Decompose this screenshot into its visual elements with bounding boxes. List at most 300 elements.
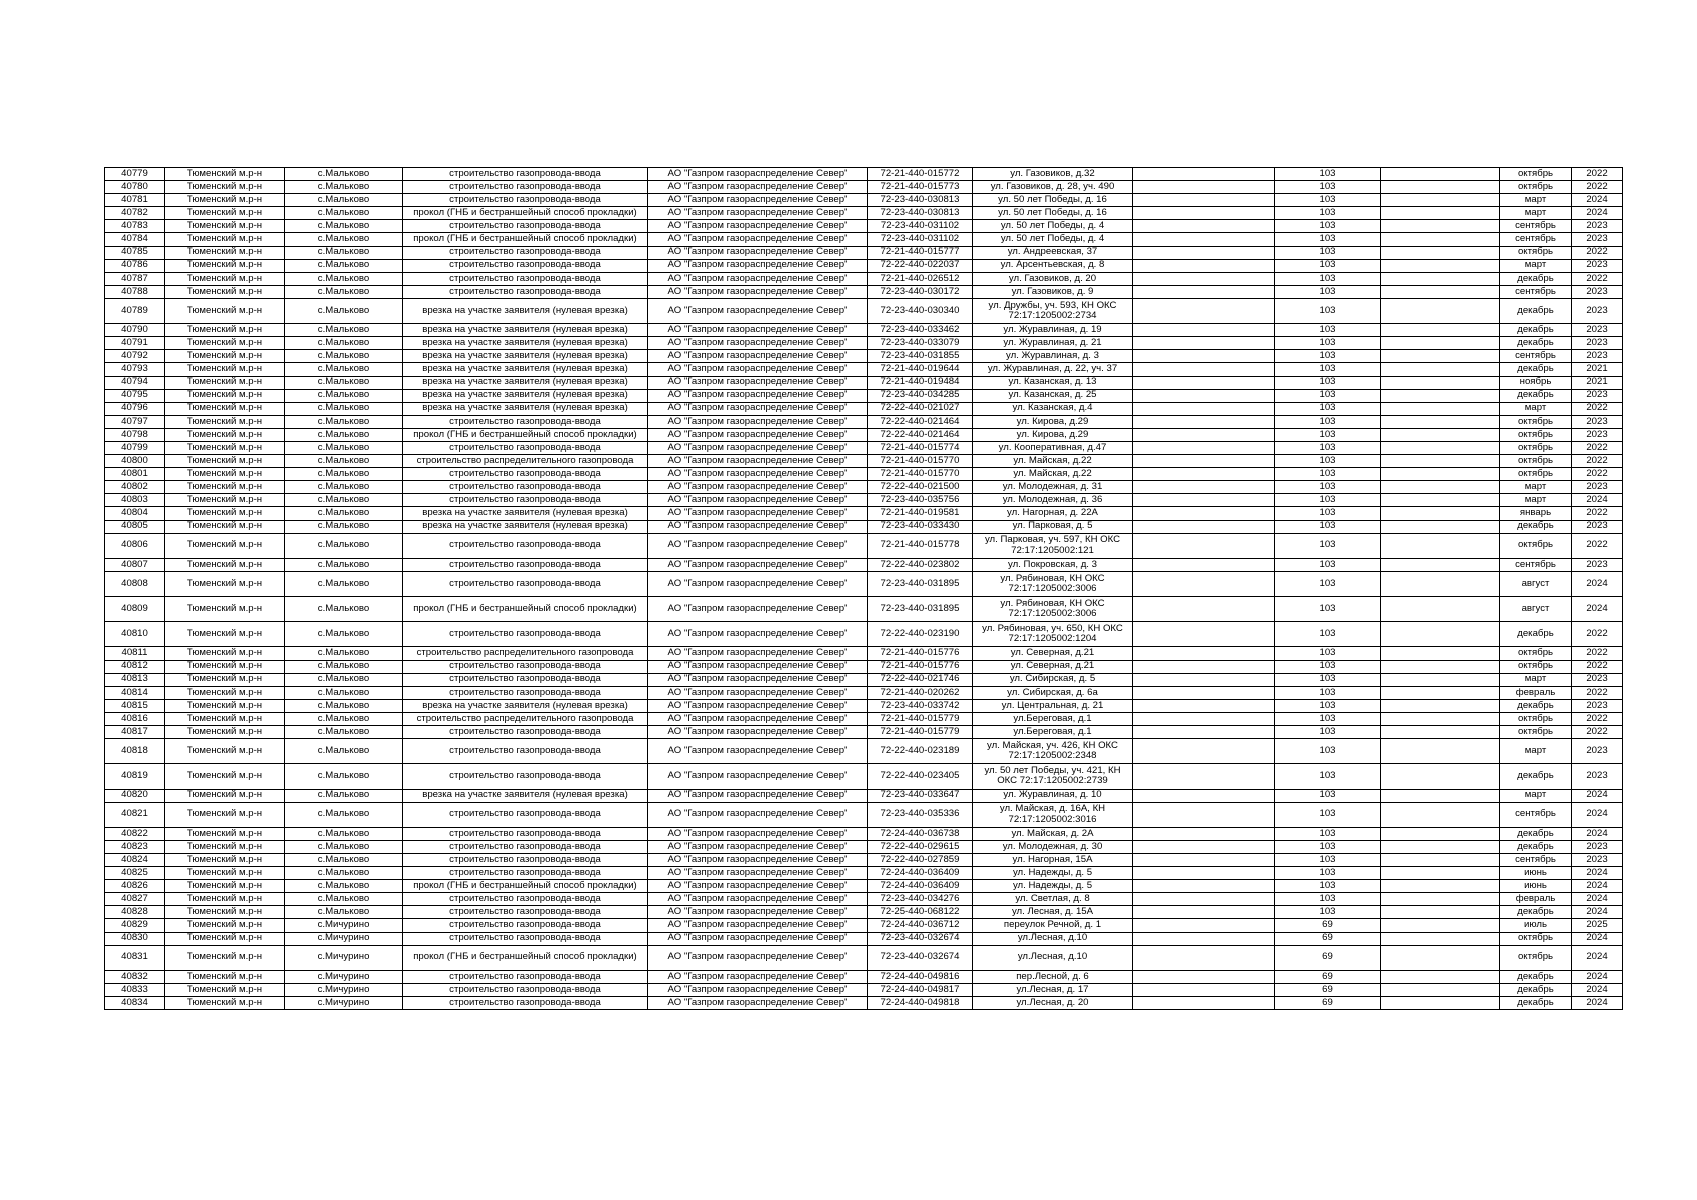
settlement-cell: с.Мальково — [285, 597, 403, 622]
application-number-cell: 72-21-440-015778 — [868, 533, 973, 558]
row-number-cell: 40805 — [105, 520, 165, 533]
address-cell: ул. Светлая, д. 8 — [973, 893, 1133, 906]
organization-cell: АО "Газпром газораспределение Север" — [648, 363, 868, 376]
year-cell: 2024 — [1572, 867, 1623, 880]
year-cell: 2024 — [1572, 893, 1623, 906]
row-number-cell: 40800 — [105, 455, 165, 468]
address-cell: ул. Надежды, д. 5 — [973, 880, 1133, 893]
district-cell: Тюменский м.р-н — [165, 712, 285, 725]
district-cell: Тюменский м.р-н — [165, 246, 285, 259]
table-row — [105, 789, 1623, 802]
table-row — [105, 220, 1623, 233]
work-type-cell: строительство газопровода-ввода — [403, 494, 648, 507]
year-cell: 2024 — [1572, 494, 1623, 507]
organization-cell: АО "Газпром газораспределение Север" — [648, 468, 868, 481]
application-number-cell: 72-21-440-019581 — [868, 507, 973, 520]
month-cell: март — [1500, 494, 1572, 507]
settlement-cell: с.Мальково — [285, 571, 403, 596]
month-cell: сентябрь — [1500, 853, 1572, 866]
empty-cell — [1133, 789, 1275, 802]
table-row — [105, 853, 1623, 866]
table-row — [105, 673, 1623, 686]
empty-cell — [1381, 389, 1500, 402]
work-type-cell: строительство газопровода-ввода — [403, 867, 648, 880]
month-cell: декабрь — [1500, 764, 1572, 789]
address-cell: ул. Андреевская, 37 — [973, 246, 1133, 259]
empty-cell — [1381, 428, 1500, 441]
work-type-cell: врезка на участке заявителя (нулевая врезка) — [403, 507, 648, 520]
empty-cell — [1133, 739, 1275, 764]
address-cell: ул. Журавлиная, д. 3 — [973, 350, 1133, 363]
work-type-cell: строительство газопровода-ввода — [403, 181, 648, 194]
work-type-cell: строительство газопровода-ввода — [403, 827, 648, 840]
row-number-cell: 40818 — [105, 739, 165, 764]
value-cell: 103 — [1275, 194, 1381, 207]
district-cell: Тюменский м.р-н — [165, 389, 285, 402]
organization-cell: АО "Газпром газораспределение Север" — [648, 324, 868, 337]
address-cell: ул. Газовиков, д. 28, уч. 490 — [973, 181, 1133, 194]
work-type-cell: строительство газопровода-ввода — [403, 468, 648, 481]
organization-cell: АО "Газпром газораспределение Север" — [648, 350, 868, 363]
settlement-cell: с.Мальково — [285, 712, 403, 725]
year-cell: 2023 — [1572, 520, 1623, 533]
empty-cell — [1133, 997, 1275, 1010]
empty-cell — [1381, 207, 1500, 220]
value-cell: 103 — [1275, 597, 1381, 622]
table-row — [105, 494, 1623, 507]
year-cell: 2022 — [1572, 647, 1623, 660]
address-cell: ул. Журавлиная, д. 22, уч. 37 — [973, 363, 1133, 376]
application-number-cell: 72-24-440-049818 — [868, 997, 973, 1010]
year-cell: 2024 — [1572, 207, 1623, 220]
row-number-cell: 40794 — [105, 376, 165, 389]
empty-cell — [1381, 181, 1500, 194]
organization-cell: АО "Газпром газораспределение Север" — [648, 932, 868, 945]
work-type-cell: врезка на участке заявителя (нулевая врезка) — [403, 402, 648, 415]
organization-cell: АО "Газпром газораспределение Север" — [648, 597, 868, 622]
settlement-cell: с.Мальково — [285, 415, 403, 428]
empty-cell — [1381, 622, 1500, 647]
month-cell: октябрь — [1500, 533, 1572, 558]
organization-cell: АО "Газпром газораспределение Север" — [648, 337, 868, 350]
district-cell: Тюменский м.р-н — [165, 259, 285, 272]
district-cell: Тюменский м.р-н — [165, 441, 285, 454]
month-cell: октябрь — [1500, 246, 1572, 259]
year-cell: 2023 — [1572, 840, 1623, 853]
organization-cell: АО "Газпром газораспределение Север" — [648, 272, 868, 285]
month-cell: март — [1500, 481, 1572, 494]
application-number-cell: 72-23-440-032674 — [868, 945, 973, 970]
empty-cell — [1381, 168, 1500, 181]
month-cell: декабрь — [1500, 983, 1572, 996]
address-cell: ул. Лесная, д. 15А — [973, 906, 1133, 919]
address-cell: ул. Покровская, д. 3 — [973, 558, 1133, 571]
year-cell: 2022 — [1572, 455, 1623, 468]
value-cell: 103 — [1275, 363, 1381, 376]
row-number-cell: 40798 — [105, 428, 165, 441]
year-cell: 2021 — [1572, 376, 1623, 389]
year-cell: 2022 — [1572, 168, 1623, 181]
organization-cell: АО "Газпром газораспределение Север" — [648, 970, 868, 983]
work-type-cell: строительство газопровода-ввода — [403, 481, 648, 494]
year-cell: 2022 — [1572, 622, 1623, 647]
work-type-cell: строительство газопровода-ввода — [403, 285, 648, 298]
value-cell: 103 — [1275, 853, 1381, 866]
empty-cell — [1381, 298, 1500, 323]
work-type-cell: прокол (ГНБ и бестраншейный способ прокладки) — [403, 945, 648, 970]
district-cell: Тюменский м.р-н — [165, 233, 285, 246]
empty-cell — [1381, 520, 1500, 533]
organization-cell: АО "Газпром газораспределение Север" — [648, 533, 868, 558]
month-cell: июль — [1500, 919, 1572, 932]
application-number-cell: 72-22-440-021500 — [868, 481, 973, 494]
row-number-cell: 40831 — [105, 945, 165, 970]
empty-cell — [1133, 970, 1275, 983]
district-cell: Тюменский м.р-н — [165, 764, 285, 789]
work-type-cell: строительство газопровода-ввода — [403, 571, 648, 596]
address-cell: ул. Молодежная, д. 31 — [973, 481, 1133, 494]
year-cell: 2023 — [1572, 673, 1623, 686]
year-cell: 2022 — [1572, 533, 1623, 558]
table-row — [105, 455, 1623, 468]
value-cell: 103 — [1275, 468, 1381, 481]
value-cell: 103 — [1275, 533, 1381, 558]
value-cell: 103 — [1275, 622, 1381, 647]
value-cell: 103 — [1275, 376, 1381, 389]
organization-cell: АО "Газпром газораспределение Север" — [648, 673, 868, 686]
address-cell: ул. Газовиков, д. 9 — [973, 285, 1133, 298]
district-cell: Тюменский м.р-н — [165, 945, 285, 970]
application-number-cell: 72-23-440-035756 — [868, 494, 973, 507]
month-cell: октябрь — [1500, 181, 1572, 194]
empty-cell — [1133, 840, 1275, 853]
empty-cell — [1133, 441, 1275, 454]
year-cell: 2022 — [1572, 246, 1623, 259]
table-row — [105, 520, 1623, 533]
empty-cell — [1381, 970, 1500, 983]
district-cell: Тюменский м.р-н — [165, 481, 285, 494]
address-cell: переулок Речной, д. 1 — [973, 919, 1133, 932]
settlement-cell: с.Мальково — [285, 246, 403, 259]
settlement-cell: с.Мальково — [285, 481, 403, 494]
value-cell: 69 — [1275, 945, 1381, 970]
row-number-cell: 40803 — [105, 494, 165, 507]
empty-cell — [1381, 337, 1500, 350]
empty-cell — [1381, 880, 1500, 893]
table-row — [105, 233, 1623, 246]
organization-cell: АО "Газпром газораспределение Север" — [648, 622, 868, 647]
row-number-cell: 40812 — [105, 660, 165, 673]
settlement-cell: с.Мальково — [285, 428, 403, 441]
row-number-cell: 40781 — [105, 194, 165, 207]
district-cell: Тюменский м.р-н — [165, 919, 285, 932]
settlement-cell: с.Мальково — [285, 455, 403, 468]
value-cell: 103 — [1275, 233, 1381, 246]
address-cell: ул. Сибирская, д. 5 — [973, 673, 1133, 686]
work-type-cell: строительство газопровода-ввода — [403, 983, 648, 996]
organization-cell: АО "Газпром газораспределение Север" — [648, 494, 868, 507]
value-cell: 103 — [1275, 272, 1381, 285]
work-type-cell: строительство газопровода-ввода — [403, 840, 648, 853]
application-number-cell: 72-23-440-030340 — [868, 298, 973, 323]
month-cell: март — [1500, 739, 1572, 764]
empty-cell — [1133, 455, 1275, 468]
settlement-cell: с.Мальково — [285, 840, 403, 853]
application-number-cell: 72-21-440-015779 — [868, 712, 973, 725]
row-number-cell: 40830 — [105, 932, 165, 945]
organization-cell: АО "Газпром газораспределение Север" — [648, 726, 868, 739]
organization-cell: АО "Газпром газораспределение Север" — [648, 802, 868, 827]
year-cell: 2022 — [1572, 272, 1623, 285]
settlement-cell: с.Мальково — [285, 827, 403, 840]
value-cell: 103 — [1275, 389, 1381, 402]
month-cell: октябрь — [1500, 415, 1572, 428]
empty-cell — [1381, 983, 1500, 996]
month-cell: октябрь — [1500, 660, 1572, 673]
empty-cell — [1133, 363, 1275, 376]
work-type-cell: прокол (ГНБ и бестраншейный способ прокладки) — [403, 597, 648, 622]
address-cell: ул. Парковая, уч. 597, КН ОКС 72:17:1205002:121 — [973, 533, 1133, 558]
application-number-cell: 72-22-440-023802 — [868, 558, 973, 571]
table-row — [105, 686, 1623, 699]
application-number-cell: 72-21-440-015774 — [868, 441, 973, 454]
district-cell: Тюменский м.р-н — [165, 455, 285, 468]
address-cell: ул. Кирова, д.29 — [973, 428, 1133, 441]
year-cell: 2025 — [1572, 919, 1623, 932]
empty-cell — [1133, 597, 1275, 622]
settlement-cell: с.Мальково — [285, 558, 403, 571]
organization-cell: АО "Газпром газораспределение Север" — [648, 246, 868, 259]
month-cell: ноябрь — [1500, 376, 1572, 389]
application-number-cell: 72-22-440-021746 — [868, 673, 973, 686]
settlement-cell: с.Мальково — [285, 376, 403, 389]
table-row — [105, 906, 1623, 919]
empty-cell — [1133, 350, 1275, 363]
row-number-cell: 40788 — [105, 285, 165, 298]
district-cell: Тюменский м.р-н — [165, 853, 285, 866]
application-number-cell: 72-21-440-015773 — [868, 181, 973, 194]
organization-cell: АО "Газпром газораспределение Север" — [648, 647, 868, 660]
empty-cell — [1381, 415, 1500, 428]
row-number-cell: 40783 — [105, 220, 165, 233]
month-cell: август — [1500, 571, 1572, 596]
table-row — [105, 428, 1623, 441]
organization-cell: АО "Газпром газораспределение Север" — [648, 194, 868, 207]
application-number-cell: 72-23-440-031102 — [868, 220, 973, 233]
row-number-cell: 40832 — [105, 970, 165, 983]
empty-cell — [1381, 324, 1500, 337]
value-cell: 103 — [1275, 699, 1381, 712]
year-cell: 2024 — [1572, 945, 1623, 970]
year-cell: 2022 — [1572, 660, 1623, 673]
month-cell: март — [1500, 207, 1572, 220]
address-cell: ул. Кирова, д.29 — [973, 415, 1133, 428]
application-number-cell: 72-24-440-036738 — [868, 827, 973, 840]
address-cell: ул. Журавлиная, д. 19 — [973, 324, 1133, 337]
month-cell: июнь — [1500, 867, 1572, 880]
year-cell: 2023 — [1572, 699, 1623, 712]
application-number-cell: 72-23-440-034285 — [868, 389, 973, 402]
application-number-cell: 72-23-440-034276 — [868, 893, 973, 906]
table-row — [105, 533, 1623, 558]
row-number-cell: 40809 — [105, 597, 165, 622]
district-cell: Тюменский м.р-н — [165, 673, 285, 686]
value-cell: 103 — [1275, 827, 1381, 840]
application-number-cell: 72-23-440-031895 — [868, 597, 973, 622]
address-cell: ул. 50 лет Победы, д. 16 — [973, 194, 1133, 207]
application-number-cell: 72-23-440-032674 — [868, 932, 973, 945]
settlement-cell: с.Мальково — [285, 272, 403, 285]
settlement-cell: с.Мальково — [285, 726, 403, 739]
value-cell: 103 — [1275, 168, 1381, 181]
organization-cell: АО "Газпром газораспределение Север" — [648, 789, 868, 802]
empty-cell — [1133, 673, 1275, 686]
empty-cell — [1133, 726, 1275, 739]
district-cell: Тюменский м.р-н — [165, 726, 285, 739]
empty-cell — [1381, 789, 1500, 802]
empty-cell — [1133, 699, 1275, 712]
table-row — [105, 699, 1623, 712]
address-cell: ул. Кооперативная, д.47 — [973, 441, 1133, 454]
empty-cell — [1381, 259, 1500, 272]
row-number-cell: 40820 — [105, 789, 165, 802]
month-cell: октябрь — [1500, 428, 1572, 441]
organization-cell: АО "Газпром газораспределение Север" — [648, 997, 868, 1010]
table-row — [105, 997, 1623, 1010]
empty-cell — [1381, 507, 1500, 520]
table-row — [105, 468, 1623, 481]
work-type-cell: строительство газопровода-ввода — [403, 802, 648, 827]
row-number-cell: 40782 — [105, 207, 165, 220]
organization-cell: АО "Газпром газораспределение Север" — [648, 893, 868, 906]
settlement-cell: с.Мальково — [285, 507, 403, 520]
settlement-cell: с.Мальково — [285, 298, 403, 323]
empty-cell — [1381, 906, 1500, 919]
table-row — [105, 246, 1623, 259]
organization-cell: АО "Газпром газораспределение Север" — [648, 558, 868, 571]
month-cell: сентябрь — [1500, 220, 1572, 233]
empty-cell — [1133, 622, 1275, 647]
empty-cell — [1381, 712, 1500, 725]
work-type-cell: врезка на участке заявителя (нулевая врезка) — [403, 376, 648, 389]
month-cell: декабрь — [1500, 970, 1572, 983]
empty-cell — [1133, 233, 1275, 246]
year-cell: 2022 — [1572, 726, 1623, 739]
month-cell: сентябрь — [1500, 558, 1572, 571]
work-type-cell: врезка на участке заявителя (нулевая врезка) — [403, 789, 648, 802]
empty-cell — [1133, 207, 1275, 220]
row-number-cell: 40796 — [105, 402, 165, 415]
district-cell: Тюменский м.р-н — [165, 699, 285, 712]
empty-cell — [1133, 259, 1275, 272]
row-number-cell: 40815 — [105, 699, 165, 712]
address-cell: ул.Лесная, д.10 — [973, 932, 1133, 945]
address-cell: ул. Журавлиная, д. 21 — [973, 337, 1133, 350]
work-type-cell: строительство газопровода-ввода — [403, 272, 648, 285]
work-type-cell: строительство газопровода-ввода — [403, 558, 648, 571]
empty-cell — [1133, 246, 1275, 259]
district-cell: Тюменский м.р-н — [165, 168, 285, 181]
work-type-cell: строительство газопровода-ввода — [403, 739, 648, 764]
table-row — [105, 402, 1623, 415]
district-cell: Тюменский м.р-н — [165, 428, 285, 441]
settlement-cell: с.Мальково — [285, 324, 403, 337]
year-cell: 2023 — [1572, 558, 1623, 571]
empty-cell — [1381, 272, 1500, 285]
organization-cell: АО "Газпром газораспределение Север" — [648, 906, 868, 919]
empty-cell — [1133, 272, 1275, 285]
table-row — [105, 194, 1623, 207]
settlement-cell: с.Мальково — [285, 699, 403, 712]
organization-cell: АО "Газпром газораспределение Север" — [648, 389, 868, 402]
address-cell: ул. Сибирская, д. 6а — [973, 686, 1133, 699]
work-type-cell: строительство распределительного газопровода — [403, 455, 648, 468]
year-cell: 2024 — [1572, 194, 1623, 207]
row-number-cell: 40807 — [105, 558, 165, 571]
row-number-cell: 40792 — [105, 350, 165, 363]
empty-cell — [1133, 389, 1275, 402]
row-number-cell: 40787 — [105, 272, 165, 285]
empty-cell — [1133, 494, 1275, 507]
settlement-cell: с.Мальково — [285, 520, 403, 533]
table-row — [105, 726, 1623, 739]
organization-cell: АО "Газпром газораспределение Север" — [648, 699, 868, 712]
empty-cell — [1381, 402, 1500, 415]
organization-cell: АО "Газпром газораспределение Север" — [648, 827, 868, 840]
address-cell: ул. Нагорная, д. 22А — [973, 507, 1133, 520]
organization-cell: АО "Газпром газораспределение Север" — [648, 880, 868, 893]
application-number-cell: 72-21-440-015772 — [868, 168, 973, 181]
application-number-cell: 72-21-440-015779 — [868, 726, 973, 739]
empty-cell — [1133, 194, 1275, 207]
application-number-cell: 72-21-440-019644 — [868, 363, 973, 376]
row-number-cell: 40823 — [105, 840, 165, 853]
empty-cell — [1133, 468, 1275, 481]
empty-cell — [1381, 647, 1500, 660]
work-type-cell: прокол (ГНБ и бестраншейный способ прокладки) — [403, 880, 648, 893]
empty-cell — [1381, 919, 1500, 932]
table-body — [105, 168, 1623, 1010]
organization-cell: АО "Газпром газораспределение Север" — [648, 233, 868, 246]
address-cell: ул. Молодежная, д. 36 — [973, 494, 1133, 507]
organization-cell: АО "Газпром газораспределение Север" — [648, 919, 868, 932]
district-cell: Тюменский м.р-н — [165, 181, 285, 194]
month-cell: октябрь — [1500, 726, 1572, 739]
district-cell: Тюменский м.р-н — [165, 415, 285, 428]
table-row — [105, 867, 1623, 880]
month-cell: октябрь — [1500, 712, 1572, 725]
district-cell: Тюменский м.р-н — [165, 220, 285, 233]
settlement-cell: с.Мальково — [285, 468, 403, 481]
table-row — [105, 970, 1623, 983]
empty-cell — [1381, 468, 1500, 481]
value-cell: 103 — [1275, 481, 1381, 494]
empty-cell — [1133, 402, 1275, 415]
settlement-cell: с.Мальково — [285, 673, 403, 686]
work-type-cell: строительство газопровода-ввода — [403, 168, 648, 181]
settlement-cell: с.Мичурино — [285, 919, 403, 932]
empty-cell — [1133, 571, 1275, 596]
district-cell: Тюменский м.р-н — [165, 571, 285, 596]
value-cell: 103 — [1275, 246, 1381, 259]
empty-cell — [1381, 533, 1500, 558]
table-row — [105, 389, 1623, 402]
month-cell: январь — [1500, 507, 1572, 520]
work-type-cell: строительство газопровода-ввода — [403, 997, 648, 1010]
row-number-cell: 40822 — [105, 827, 165, 840]
application-number-cell: 72-24-440-036409 — [868, 880, 973, 893]
empty-cell — [1381, 558, 1500, 571]
